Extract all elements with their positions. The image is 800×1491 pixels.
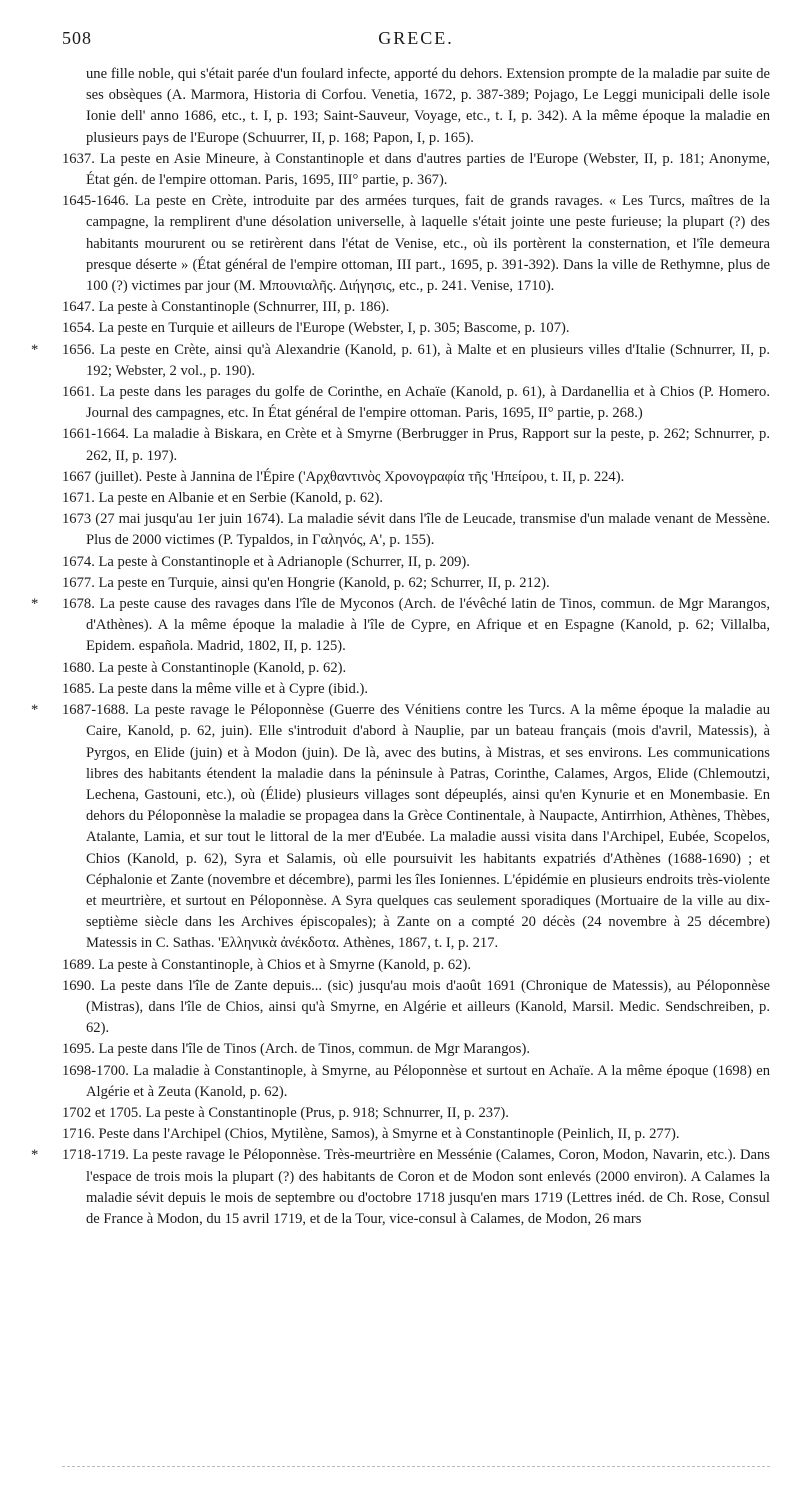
- chronology-entry: [62, 424, 770, 466]
- entry-text: La peste à Constantinople (Schnurrer, III, p. 186).: [98, 299, 390, 316]
- entry-text: La peste en Albanie et en Serbie (Kanold, p. 62).: [98, 490, 383, 507]
- chronology-entry: [62, 149, 770, 191]
- chronology-entry: [62, 509, 770, 551]
- chronology-entry: [62, 976, 770, 1040]
- chronology-entry: [62, 382, 770, 424]
- chronology-entry: [62, 658, 770, 679]
- chronology-entry: [62, 318, 770, 339]
- chronology-entry: * 1656. La peste en Crète, ainsi qu'à Alexandrie (Kanold, p. 61), à Malte et en plusieurs villes d'Italie (Schnurrer, II, p. 192; Webster, 2 vol., p. 190).: [31, 341, 770, 379]
- entry-date: 1673 (27 mai jusqu'au 1er juin 1674).: [62, 511, 284, 528]
- entry-date: 1637.: [62, 150, 95, 167]
- chronology-entry: [62, 1061, 770, 1103]
- entry-date: 1667 (juillet).: [62, 468, 143, 485]
- entry-text: La peste en Turquie, ainsi qu'en Hongrie (Kanold, p. 62; Schurrer, II, p. 212).: [98, 574, 550, 591]
- entry-date: 1689.: [62, 956, 95, 973]
- entry-text: La peste à Constantinople et à Adrianople (Schurrer, II, p. 209).: [98, 553, 470, 570]
- chronology-entry: [62, 552, 770, 573]
- continued-paragraph: [62, 64, 770, 149]
- entry-date: 1645-1646.: [62, 193, 129, 210]
- chronology-entry: [62, 1124, 770, 1145]
- chronology-entry: [62, 1103, 770, 1124]
- chronology-entry: * 1718-1719. La peste ravage le Péloponnèse. Très-meurtrière en Messénie (Calames, Coron, Modon, Navarin, etc.). Dans l'espace de trois mois la plupart (?) des habitants de Coron et de Modon sont enlevés (2000 environ). A Calames la maladie sévit depuis le mois de septembre ou d'octobre 1718 jusqu'en mars 1719 (Lettres inéd. de Ch. Rose, Consul de France à Modon, du 15 avril 1719, et de la Tour, vice-consul à Calames, de Modon, 26 mars: [31, 1147, 770, 1227]
- chronology-entry: [62, 467, 770, 488]
- entry-text: La peste cause des ravages dans l'île de Myconos (Arch. de l'évêché latin de Tinos, commun. de Mgr Marangos, d'Athènes). A la même époque la maladie à l'île de Cypre, en Afrique et en Espagne (Kanold, p. 62; Villalba, Epidem. española. Madrid, 1802, II, p. 125).: [86, 596, 770, 655]
- entry-date: 1678.: [62, 596, 95, 613]
- entry-text: La peste à Constantinople (Prus, p. 918; Schnurrer, II, p. 237).: [145, 1104, 509, 1121]
- entry-date: 1690.: [62, 977, 95, 994]
- entry-date: 1685.: [62, 680, 95, 697]
- entry-text: La maladie à Biskara, en Crète et à Smyrne (Berbrugger in Prus, Rapport sur la peste, p. 262; Schnurrer, p. 262, II, p. 197).: [86, 426, 770, 464]
- entry-date: 1687-1688.: [62, 702, 129, 719]
- page-header: [62, 28, 770, 54]
- chronology-entry: * 1678. La peste cause des ravages dans l'île de Myconos (Arch. de l'évêché latin de Tinos, commun. de Mgr Marangos, d'Athènes). A la même époque la maladie à l'île de Cypre, en Afrique et en Espagne (Kanold, p. 62; Villalba, Epidem. española. Madrid, 1802, II, p. 125).: [31, 596, 770, 655]
- running-title: GRECE.: [378, 28, 454, 48]
- entry-date: 1656.: [62, 341, 95, 358]
- entry-date: 1716.: [62, 1126, 95, 1143]
- chronology-entry: [62, 573, 770, 594]
- chronology-entry: [62, 955, 770, 976]
- entry-text: La peste ravage le Péloponnèse (Guerre des Vénitiens contre les Turcs. A la même époque la maladie au Caire, Kanold, p. 62, juin). Elle s'introduit d'abord à Nauplie, par un bateau français (mois d'avril, Matessis), à Pyrgos, en Elide (juin) et à Modon (juin). De là, avec des butins, à Mistras, et ses environs. Les communications libres des habitants étendent la maladie dans la péninsule à Patras, Corinthe, Calames, Argos, Elide (Chlemoutzi, Lechena, Gastouni, etc.), où (Élide) plusieurs villages sont dépeuplés, ainsi qu'en Kynurie et en Monembasie. En dehors du Péloponnèse la maladie se propagea dans la Grèce Continentale, à Naupacte, Antirrhion, Athènes, Thèbes, Atalante, Lamia, et sur tout le littoral de la mer d'Eubée. La maladie aussi visita dans l'Archipel, Eubée, Scopelos, Chios (Kanold, p. 62), Syra et Salamis, où elle poursuivit les habitants expatriés d'Athènes (1688-1690) ; et Céphalonie et Zante (novembre et décembre), parmi les îles Ioniennes. L'épidémie en plusieurs endroits très-violente et meurtrière, et surtout en Péloponnèse. A Syra quelques cas seulement sporadiques (Mortuaire de la ville au dix-septième siècle dans les Archives épiscopales); à Zante on a compté 20 décès (24 novembre à 25 décembre) Matessis in C. Sathas. 'Ελληνικὰ ἀνέκδοτα. Athènes, 1867, t. I, p. 217.: [86, 702, 770, 952]
- entry-text: Peste dans l'Archipel (Chios, Mytilène, Samos), à Smyrne et à Constantinople (Peinlich, II, p. 277).: [98, 1126, 680, 1143]
- text-body: [31, 64, 770, 1230]
- entry-text: La peste en Crète, ainsi qu'à Alexandrie (Kanold, p. 61), à Malte et en plusieurs villes d'Italie (Schnurrer, II, p. 192; Webster, 2 vol., p. 190).: [86, 341, 770, 379]
- chronology-entry: [62, 488, 770, 509]
- chronology-entry: * 1687-1688. La peste ravage le Péloponnèse (Guerre des Vénitiens contre les Turcs. A la même époque la maladie au Caire, Kanold, p. 62, juin). Elle s'introduit d'abord à Nauplie, par un bateau français (mois d'avril, Matessis), à Pyrgos, en Elide (juin) et à Modon (juin). De là, avec des butins, à Mistras, et ses environs. Les communications libres des habitants étendent la maladie dans la péninsule à Patras, Corinthe, Calames, Argos, Elide (Chlemoutzi, Lechena, Gastouni, etc.), où (Élide) plusieurs villages sont dépeuplés, ainsi qu'en Kynurie et en Monembasie. En dehors du Péloponnèse la maladie se propagea dans la Grèce Continentale, à Naupacte, Antirrhion, Athènes, Thèbes, Atalante, Lamia, et sur tout le littoral de la mer d'Eubée. La maladie aussi visita dans l'Archipel, Eubée, Scopelos, Chios (Kanold, p. 62), Syra et Salamis, où elle poursuivit les habitants expatriés d'Athènes (1688-1690) ; et Céphalonie et Zante (novembre et décembre), parmi les îles Ioniennes. L'épidémie en plusieurs endroits très-violente et meurtrière, et surtout en Péloponnèse. A Syra quelques cas seulement sporadiques (Mortuaire de la ville au dix-septième siècle dans les Archives épiscopales); à Zante on a compté 20 décès (24 novembre à 25 décembre) Matessis in C. Sathas. 'Ελληνικὰ ἀνέκδοτα. Athènes, 1867, t. I, p. 217.: [31, 702, 770, 952]
- entry-date: 1661-1664.: [62, 426, 129, 443]
- entry-date: 1702 et 1705.: [62, 1104, 142, 1121]
- entry-text: La peste dans l'île de Tinos (Arch. de Tinos, commun. de Mgr Marangos).: [98, 1041, 530, 1058]
- entry-text: La peste en Crète, introduite par des armées turques, fait de grands ravages. « Les Turcs, maîtres de la campagne, la remplirent d'une désolation universelle, à laquelle s'était jointe une peste furieuse; la plupart (?) des habitants moururent ou se retirèrent dans l'état de Venise, etc., où ils portèrent la consternation, et l'île demeura presque déserte » (État général de l'empire ottoman, III part., 1695, p. 391-392). Dans la ville de Rethymne, plus de 100 (?) victimes par jour (M. Μπουνιαλῆς. Διήγησις, etc., p. 241. Venise, 1710).: [86, 193, 770, 295]
- entry-date: 1671.: [62, 490, 95, 507]
- chronology-entry: [62, 679, 770, 700]
- chronology-entry: [62, 297, 770, 318]
- entry-date: 1674.: [62, 553, 95, 570]
- entry-text: La peste ravage le Péloponnèse. Très-meurtrière en Messénie (Calames, Coron, Modon, Navarin, etc.). Dans l'espace de trois mois la plupart (?) des habitants de Coron et de Modon sont enlevés (2000 environ). A Calames la maladie sévit depuis le mois de septembre ou d'octobre 1718 jusqu'en mars 1719 (Lettres inéd. de Ch. Rose, Consul de France à Modon, du 15 avril 1719, et de la Tour, vice-consul à Calames, de Modon, 26 mars: [86, 1147, 770, 1227]
- footer-rule: [62, 1466, 770, 1473]
- entry-date: 1647.: [62, 299, 95, 316]
- chronology-entry: [62, 191, 770, 297]
- entry-text: La peste à Constantinople (Kanold, p. 62).: [98, 659, 347, 676]
- entry-text: Peste à Jannina de l'Épire ('Αρχθαντινὸς Χρονογραφία τῆς 'Ηπείρου, t. II, p. 224).: [145, 468, 625, 485]
- entry-text: La maladie à Constantinople, à Smyrne, au Péloponnèse et surtout en Achaïe. A la même époque (1698) en Algérie et à Zeuta (Kanold, p. 62).: [86, 1062, 770, 1100]
- entry-text: La peste à Constantinople, à Chios et à Smyrne (Kanold, p. 62).: [98, 956, 471, 973]
- entry-date: 1661.: [62, 384, 95, 401]
- page-number: 508: [62, 28, 92, 48]
- entry-date: 1695.: [62, 1041, 95, 1058]
- entry-date: 1654.: [62, 320, 95, 337]
- entry-text: La peste dans les parages du golfe de Corinthe, en Achaïe (Kanold, p. 61), à Dardanellia et à Chios (P. Homero. Journal des campagnes, etc. In État général de l'empire ottoman. Paris, 1695, II° partie, p. 268.): [86, 384, 770, 422]
- entry-date: 1680.: [62, 659, 95, 676]
- entry-text: une fille noble, qui s'était parée d'un foulard infecte, apporté du dehors. Extension prompte de la maladie par suite de ses obsèques (A. Marmora, Historia di Corfou. Venetia, 1672, p. 387-389; Pojago, Le Leggi municipali delle isole Ionie dell' anno 1686, etc., t. I, p. 193; Saint-Sauveur, Voyage, etc., t. I, p. 342). A la même époque la maladie en plusieurs pays de l'Europe (Schuurrer, II, p. 168; Papon, I, p. 165).: [86, 66, 770, 146]
- entry-date: 1698-1700.: [62, 1062, 129, 1079]
- entry-text: La maladie sévit dans l'île de Leucade, transmise d'un malade venant de Messène. Plus de 2000 victimes (P. Typaldos, in Γαληνός, Α', p. 155).: [86, 511, 770, 549]
- entry-text: La peste en Asie Mineure, à Constantinople et dans d'autres parties de l'Europe (Webster, II, p. 181; Anonyme, État gén. de l'empire ottoman. Paris, 1695, III° partie, p. 367).: [86, 150, 770, 189]
- chronology-entry: [62, 1039, 770, 1060]
- entry-date: 1718-1719.: [62, 1147, 129, 1164]
- entry-text: La peste dans l'île de Zante depuis... (sic) jusqu'au mois d'août 1691 (Chronique de Matessis), au Péloponnèse (Mistras), dans l'île de Chios, ainsi qu'à Smyrne, en Algérie et ailleurs (Kanold, Marsil. Medic. Sendschreiben, p. 62).: [86, 977, 770, 1037]
- entry-date: 1677.: [62, 574, 95, 591]
- entry-text: La peste en Turquie et ailleurs de l'Europe (Webster, I, p. 305; Bascome, p. 107).: [98, 320, 570, 337]
- entry-text: La peste dans la même ville et à Cypre (ibid.).: [98, 680, 368, 697]
